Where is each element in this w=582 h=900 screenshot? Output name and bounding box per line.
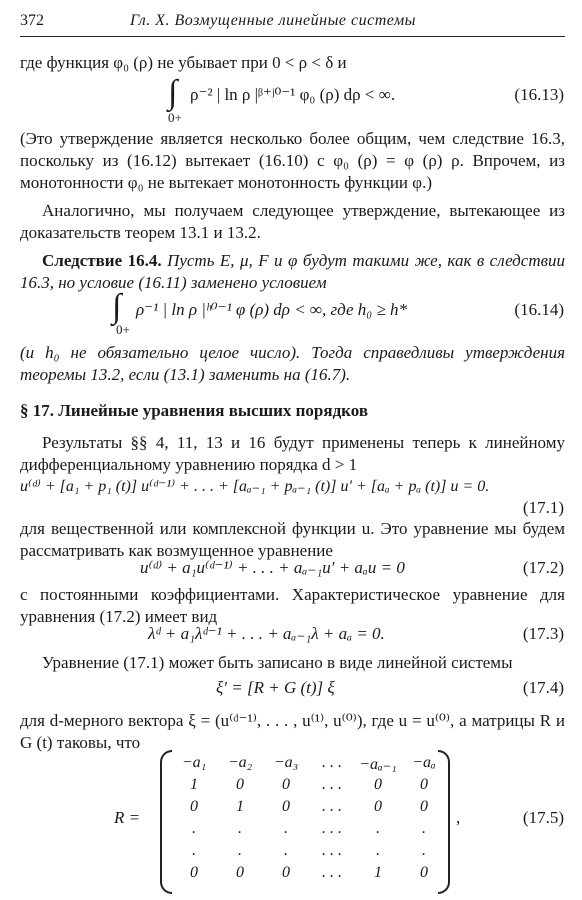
matrix-cell: . . .	[322, 776, 342, 793]
corollary-text: Пусть E, μ, F и φ будут такими же, как в следствии 16.3, но условие (16.11) заменено условием	[20, 251, 565, 292]
paragraph: для вещественной или комплексной функции u. Это уравнение мы будем рассматривать как возмущенное уравнение	[20, 519, 565, 560]
matrix-cell: −aₐ	[412, 754, 436, 771]
integral-lower-limit: 0+	[168, 110, 182, 125]
equation-number: (17.4)	[522, 678, 564, 697]
paragraph: Аналогично, мы получаем следующее утверждение, вытекающее из доказательств теорем 13.1 и 13.2.	[20, 201, 565, 242]
matrix-cell: 0	[374, 798, 382, 815]
matrix-cell: 0	[374, 776, 382, 793]
matrix-cell: 1	[374, 864, 382, 881]
paragraph: (Это утверждение является несколько более общим, чем следствие 16.3, поскольку из (16.12) вытекает (16.10) с φ₀ (ρ) = φ (ρ) ρ. Впрочем, из монотонности φ₀ не вытекает монотонность функции φ.)	[20, 129, 565, 192]
equation-number: (16.14)	[514, 300, 564, 319]
paragraph: где функция φ₀ (ρ) не убывает при 0 < ρ < δ и	[20, 53, 347, 72]
corollary-label: Следствие 16.4.	[42, 251, 162, 270]
matrix-cell: 0	[190, 798, 198, 815]
equation-number: (17.3)	[522, 624, 564, 643]
equation-body: ρ⁻¹ | ln ρ |ʰ⁰⁻¹ φ (ρ) dρ < ∞, где h₀ ≥ h*	[136, 300, 408, 319]
running-title: Гл. X. Возмущенные линейные системы	[130, 12, 417, 29]
equation-number: (16.13)	[514, 85, 564, 104]
paragraph: Результаты §§ 4, 11, 13 и 16 будут применены теперь к линейному дифференциальному уравнению порядка d > 1	[20, 433, 565, 474]
matrix-cell: 0	[420, 798, 428, 815]
paragraph: с постоянными коэффициентами. Характеристическое уравнение для уравнения (17.2) имеет вид	[20, 585, 565, 626]
matrix-cell: −a₁	[181, 754, 207, 771]
equation-body: ξ′ = [R + G (t)] ξ	[216, 678, 335, 697]
matrix-R	[160, 750, 450, 890]
matrix-cell: .	[422, 842, 426, 859]
matrix-cell: . . .	[322, 820, 342, 837]
equation-body: ρ⁻² | ln ρ |ᵝ⁺ʲ⁰⁻¹ φ₀ (ρ) dρ < ∞.	[190, 85, 396, 104]
matrix-cell: . . .	[322, 754, 342, 771]
matrix-cell: .	[422, 820, 426, 837]
paragraph: (и h₀ не обязательно целое число). Тогда справедливы утверждения теоремы 13.2, если (13.1) заменить на (16.7).	[20, 343, 565, 384]
matrix-lhs: R =	[114, 808, 141, 827]
matrix-cell: 1	[190, 776, 198, 793]
matrix-cell: .	[376, 842, 380, 859]
matrix-cell: 0	[282, 776, 290, 793]
matrix-cell: −a₃	[273, 754, 299, 771]
integral-lower-limit: 0+	[116, 322, 130, 337]
matrix-cell: . . .	[322, 798, 342, 815]
equation-body: λᵈ + a₁λᵈ⁻¹ + . . . + aₐ₋₁λ + aₐ = 0.	[148, 624, 385, 643]
matrix-cell: −aₐ₋₁	[359, 756, 397, 773]
corollary-16-4	[20, 250, 565, 294]
matrix-cell: −a₂	[227, 754, 253, 771]
equation-number: (17.1)	[522, 498, 564, 517]
matrix-cell: 0	[236, 776, 244, 793]
matrix-cell: 0	[282, 798, 290, 815]
matrix-left-bracket	[160, 750, 172, 894]
matrix-cell: .	[376, 820, 380, 837]
matrix-cell: 1	[236, 798, 244, 815]
integral-sign: ∫	[112, 288, 122, 325]
paragraph: для d-мерного вектора ξ = (u⁽ᵈ⁻¹⁾, . . . , u⁽¹⁾, u⁽⁰⁾), где u = u⁽⁰⁾, а матрицы R и G (t) таковы, что	[20, 711, 565, 752]
equation-body: u⁽ᵈ⁾ + [a₁ + p₁ (t)] u⁽ᵈ⁻¹⁾ + . . . + [aₐ₋₁ + pₐ₋₁ (t)] u′ + [aₐ + pₐ (t)] u = 0.	[20, 478, 490, 495]
matrix-cell: .	[284, 820, 288, 837]
matrix-cell: .	[192, 842, 196, 859]
matrix-cell: .	[238, 820, 242, 837]
matrix-cell: .	[192, 820, 196, 837]
equation-number: (17.2)	[522, 558, 564, 577]
page-number: 372	[20, 12, 44, 29]
integral-sign: ∫	[168, 74, 178, 111]
matrix-cell: 0	[236, 864, 244, 881]
section-heading: § 17. Линейные уравнения высших порядков	[20, 401, 368, 420]
equation-body: u⁽ᵈ⁾ + a₁u⁽ᵈ⁻¹⁾ + . . . + aₐ₋₁u′ + aₐu = 0	[140, 558, 405, 577]
matrix-cell: 0	[190, 864, 198, 881]
matrix-trailing-comma: ,	[456, 808, 461, 827]
matrix-cell: . . .	[322, 864, 342, 881]
equation-number: (17.5)	[522, 808, 564, 827]
matrix-cell: 0	[420, 776, 428, 793]
matrix-cell: 0	[282, 864, 290, 881]
matrix-cell: .	[284, 842, 288, 859]
paragraph: Уравнение (17.1) может быть записано в виде линейной системы	[42, 653, 513, 672]
matrix-cell: .	[238, 842, 242, 859]
matrix-cell: 0	[420, 864, 428, 881]
header-rule	[20, 36, 565, 37]
matrix-cell: . . .	[322, 842, 342, 859]
